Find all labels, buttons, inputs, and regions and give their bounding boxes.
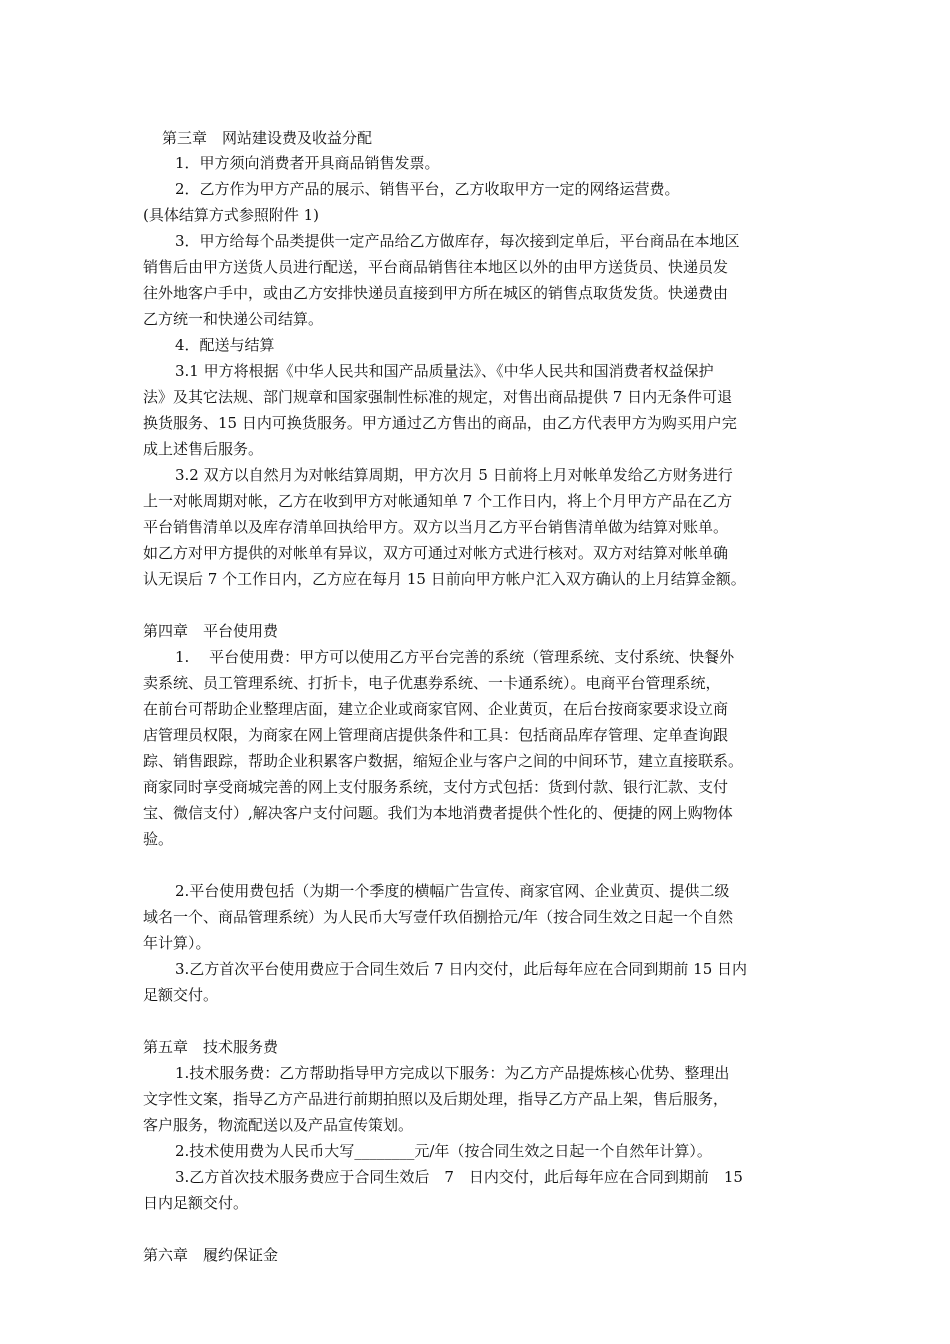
chapter-4-title: 第四章 平台使用费 <box>143 622 279 640</box>
paragraph-line: 1.技术服务费：乙方帮助指导甲方完成以下服务：为乙方产品提炼核心优势、整理出 <box>175 1064 730 1082</box>
paragraph-line: 2.技术使用费为人民币大写________元/年（按合同生效之日起一个自然年计算）。 <box>175 1142 712 1160</box>
paragraph-line: 2．乙方作为甲方产品的展示、销售平台，乙方收取甲方一定的网络运营费。 <box>175 180 680 198</box>
chapter-3-title: 第三章 网站建设费及收益分配 <box>162 129 373 147</box>
chapter-5-title: 第五章 技术服务费 <box>143 1038 279 1056</box>
paragraph-line: 验。 <box>143 830 174 848</box>
paragraph-line: 卖系统、员工管理系统、打折卡，电子优惠券系统、一卡通系统）。电商平台管理系统， <box>143 674 721 692</box>
paragraph-line: 日内足额交付。 <box>143 1194 249 1212</box>
paragraph-line: 文字性文案，指导乙方产品进行前期拍照以及后期处理，指导乙方产品上架，售后服务， <box>143 1090 729 1108</box>
paragraph-line: 宝、微信支付）,解决客户支付问题。我们为本地消费者提供个性化的、便捷的网上购物体 <box>143 804 733 822</box>
paragraph-line: 乙方统一和快递公司结算。 <box>143 310 324 328</box>
paragraph-line: 域名一个、商品管理系统）为人民币大写壹仟玖佰捌拾元/年（按合同生效之日起一个自然 <box>143 908 734 926</box>
paragraph-line: 在前台可帮助企业整理店面，建立企业或商家官网、企业黄页，在后台按商家要求设立商 <box>143 700 729 718</box>
paragraph-line: 上一对帐周期对帐，乙方在收到甲方对帐通知单 7 个工作日内，将上个月甲方产品在乙方 <box>143 492 733 510</box>
paragraph-line: 3.乙方首次技术服务费应于合同生效后 7 日内交付，此后每年应在合同到期前 15 <box>175 1168 743 1186</box>
paragraph-line: 店管理员权限，为商家在网上管理商店提供条件和工具：包括商品库存管理、定单查询跟 <box>143 726 729 744</box>
paragraph-line: 2.平台使用费包括（为期一个季度的横幅广告宣传、商家官网、企业黄页、提供二级 <box>175 882 730 900</box>
paragraph-line: 踪、销售跟踪，帮助企业积累客户数据，缩短企业与客户之间的中间环节，建立直接联系。 <box>143 752 744 770</box>
paragraph-line: 3.乙方首次平台使用费应于合同生效后 7 日内交付，此后每年应在合同到期前 15 日内 <box>175 960 748 978</box>
paragraph-line: 4．配送与结算 <box>175 336 275 354</box>
paragraph-line: 换货服务、15 日内可换货服务。甲方通过乙方售出的商品，由乙方代表甲方为购买用户完 <box>143 414 737 432</box>
paragraph-line: 1. 平台使用费：甲方可以使用乙方平台完善的系统（管理系统、支付系统、快餐外 <box>175 648 735 666</box>
paragraph-line: 销售后由甲方送货人员进行配送，平台商品销售往本地区以外的由甲方送货员、快递员发 <box>143 258 729 276</box>
paragraph-line: 往外地客户手中，或由乙方安排快递员直接到甲方所在城区的销售点取货发货。快递费由 <box>143 284 729 302</box>
paragraph-line: 足额交付。 <box>143 986 219 1004</box>
paragraph-line: (具体结算方式参照附件 1) <box>143 206 320 224</box>
paragraph-line: 1．甲方须向消费者开具商品销售发票。 <box>175 154 440 172</box>
paragraph-line: 成上述售后服务。 <box>143 440 264 458</box>
paragraph-line: 认无误后 7 个工作日内，乙方应在每月 15 日前向甲方帐户汇入双方确认的上月结算金额。 <box>143 570 746 588</box>
paragraph-line: 3.1 甲方将根据《中华人民共和国产品质量法》、《中华人民共和国消费者权益保护 <box>175 362 714 380</box>
paragraph-line: 如乙方对甲方提供的对帐单有异议，双方可通过对帐方式进行核对。双方对结算对帐单确 <box>143 544 729 562</box>
paragraph-line: 平台销售清单以及库存清单回执给甲方。双方以当月乙方平台销售清单做为结算对账单。 <box>143 518 729 536</box>
paragraph-line: 3．甲方给每个品类提供一定产品给乙方做库存，每次接到定单后，平台商品在本地区 <box>175 232 740 250</box>
paragraph-line: 客户服务，物流配送以及产品宣传策划。 <box>143 1116 414 1134</box>
paragraph-line: 年计算）。 <box>143 934 211 952</box>
paragraph-line: 法》及其它法规、部门规章和国家强制性标准的规定，对售出商品提供 7 日内无条件可退 <box>143 388 733 406</box>
chapter-6-title: 第六章 履约保证金 <box>143 1246 279 1264</box>
paragraph-line: 商家同时享受商城完善的网上支付服务系统，支付方式包括：货到付款、银行汇款、支付 <box>143 778 729 796</box>
paragraph-line: 3.2 双方以自然月为对帐结算周期，甲方次月 5 日前将上月对帐单发给乙方财务进行 <box>175 466 733 484</box>
